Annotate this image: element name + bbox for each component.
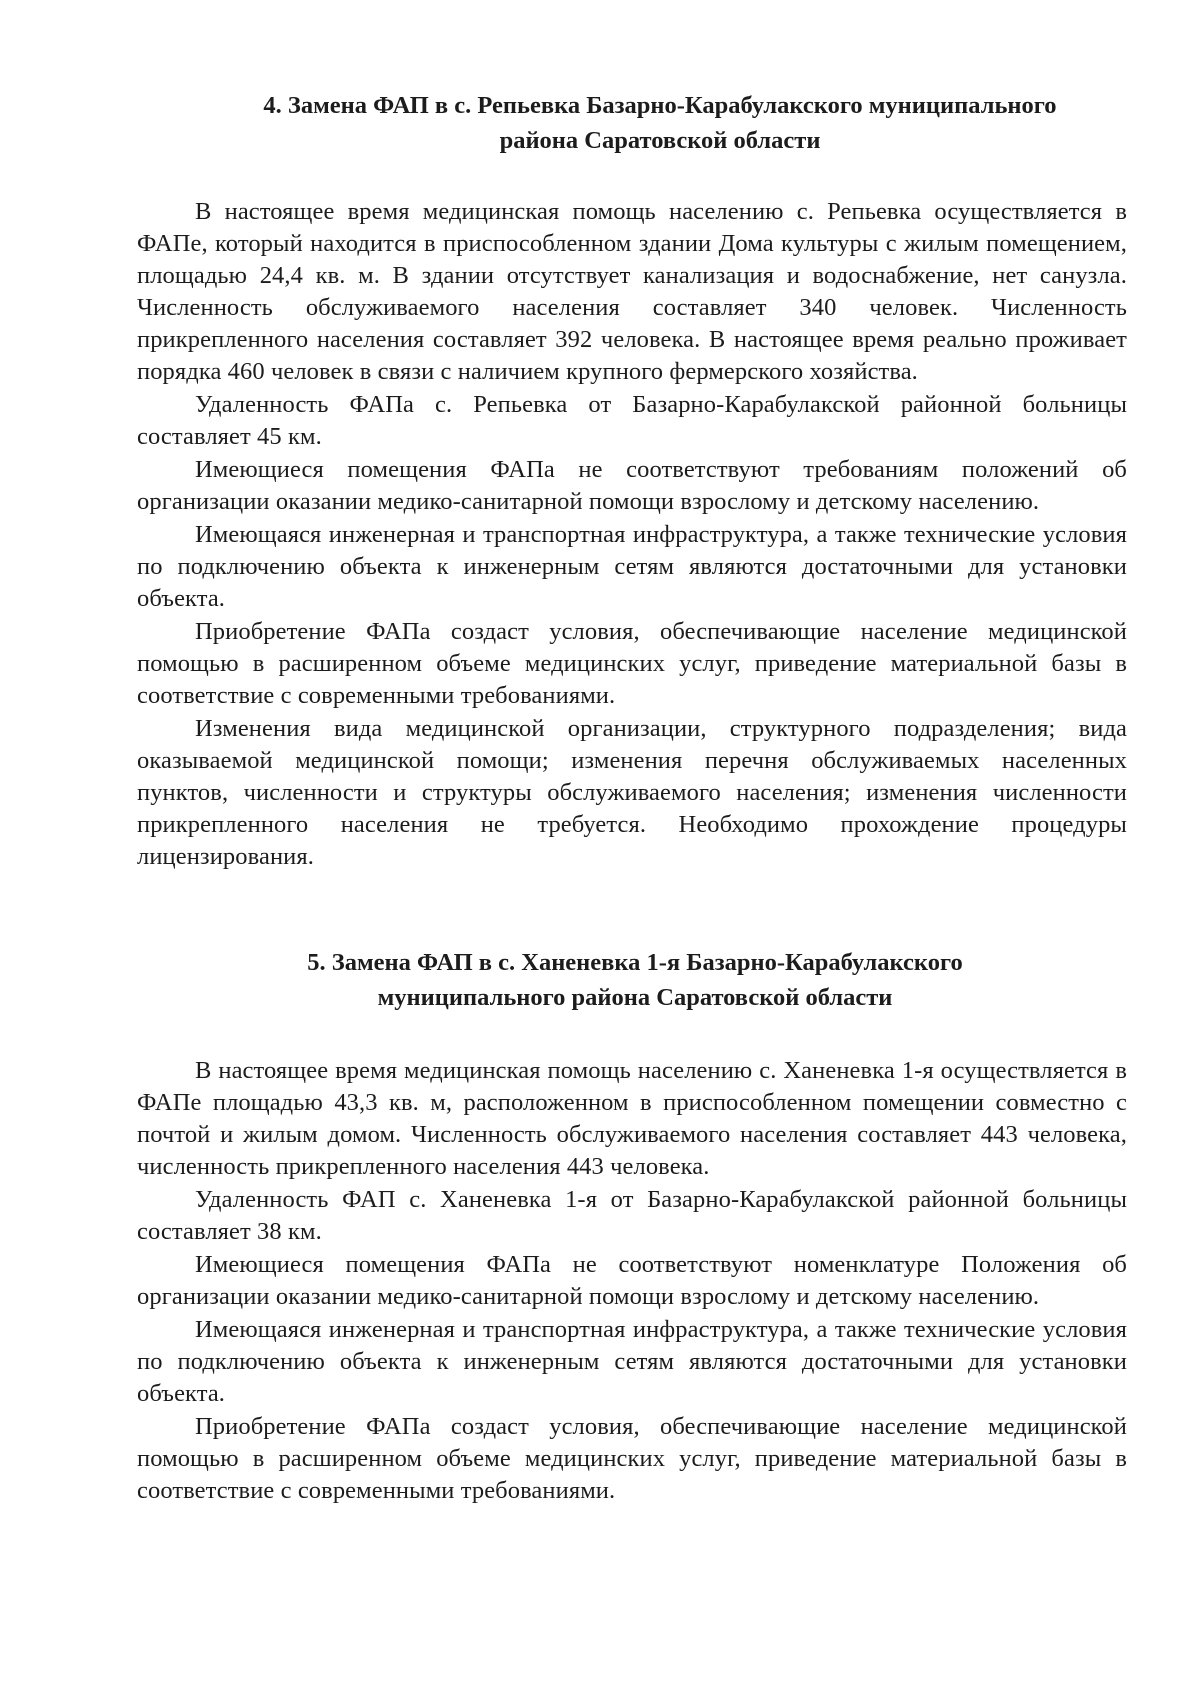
paragraph: В настоящее время медицинская помощь населению с. Репьевка осуществляется в ФАПе, который находится в приспособленном здании Дома культуры с жилым помещением, площадью 24,4 кв. м. В здании отсутствует канализация и водоснабжение, нет санузла. Численность обслуживаемого населения составляет 340 человек. Численность прикрепленного населения составляет 392 человека. В настоящее время реально проживает порядка 460 человек в связи с наличием крупного фермерского хозяйства. (137, 198, 1127, 385)
heading-line-1: 5. Замена ФАП в с. Ханеневка 1-я Базарно-Карабулакского (307, 949, 963, 976)
section-fap-repyevka (137, 88, 1127, 873)
paragraph: Удаленность ФАП с. Ханеневка 1-я от Базарно-Карабулакской районной больницы составляет 38 км. (137, 1186, 1127, 1245)
paragraph: Имеющиеся помещения ФАПа не соответствуют требованиям положений об организации оказании медико-санитарной помощи взрослому и детскому населению. (137, 456, 1127, 515)
paragraph: Имеющиеся помещения ФАПа не соответствуют номенклатуре Положения об организации оказании медико-санитарной помощи взрослому и детскому населению. (137, 1251, 1127, 1310)
heading-line-2: района Саратовской области (499, 127, 821, 154)
paragraph: Удаленность ФАПа с. Репьевка от Базарно-Карабулакской районной больницы составляет 45 км. (137, 391, 1127, 450)
section-body (137, 1055, 1127, 1507)
section-fap-khanenevka (137, 945, 1127, 1507)
paragraph: Имеющаяся инженерная и транспортная инфраструктура, а также технические условия по подключению объекта к инженерным сетям являются достаточными для установки объекта. (137, 1316, 1127, 1407)
paragraph: Имеющаяся инженерная и транспортная инфраструктура, а также технические условия по подключению объекта к инженерным сетям являются достаточными для установки объекта. (137, 521, 1127, 612)
heading-line-2: муниципального района Саратовской области (377, 984, 893, 1011)
heading-line-1: 4. Замена ФАП в с. Репьевка Базарно-Карабулакского муниципального (263, 92, 1057, 119)
paragraph: В настоящее время медицинская помощь населению с. Ханеневка 1-я осуществляется в ФАПе площадью 43,3 кв. м, расположенном в приспособленном помещении совместно с почтой и жилым домом. Численность обслуживаемого населения составляет 443 человека, численность прикрепленного населения 443 человека. (137, 1057, 1127, 1180)
paragraph: Изменения вида медицинской организации, структурного подразделения; вида оказываемой медицинской помощи; изменения перечня обслуживаемых населенных пунктов, численности и структуры обслуживаемого населения; изменения численности прикрепленного населения не требуется. Необходимо прохождение процедуры лицензирования. (137, 715, 1127, 870)
paragraph: Приобретение ФАПа создаст условия, обеспечивающие население медицинской помощью в расширенном объеме медицинских услуг, приведение материальной базы в соответствие с современными требованиями. (137, 1413, 1127, 1504)
section-heading (137, 945, 1127, 1015)
paragraph: Приобретение ФАПа создаст условия, обеспечивающие население медицинской помощью в расширенном объеме медицинских услуг, приведение материальной базы в соответствие с современными требованиями. (137, 618, 1127, 709)
section-body (137, 196, 1127, 873)
section-heading (137, 88, 1127, 158)
